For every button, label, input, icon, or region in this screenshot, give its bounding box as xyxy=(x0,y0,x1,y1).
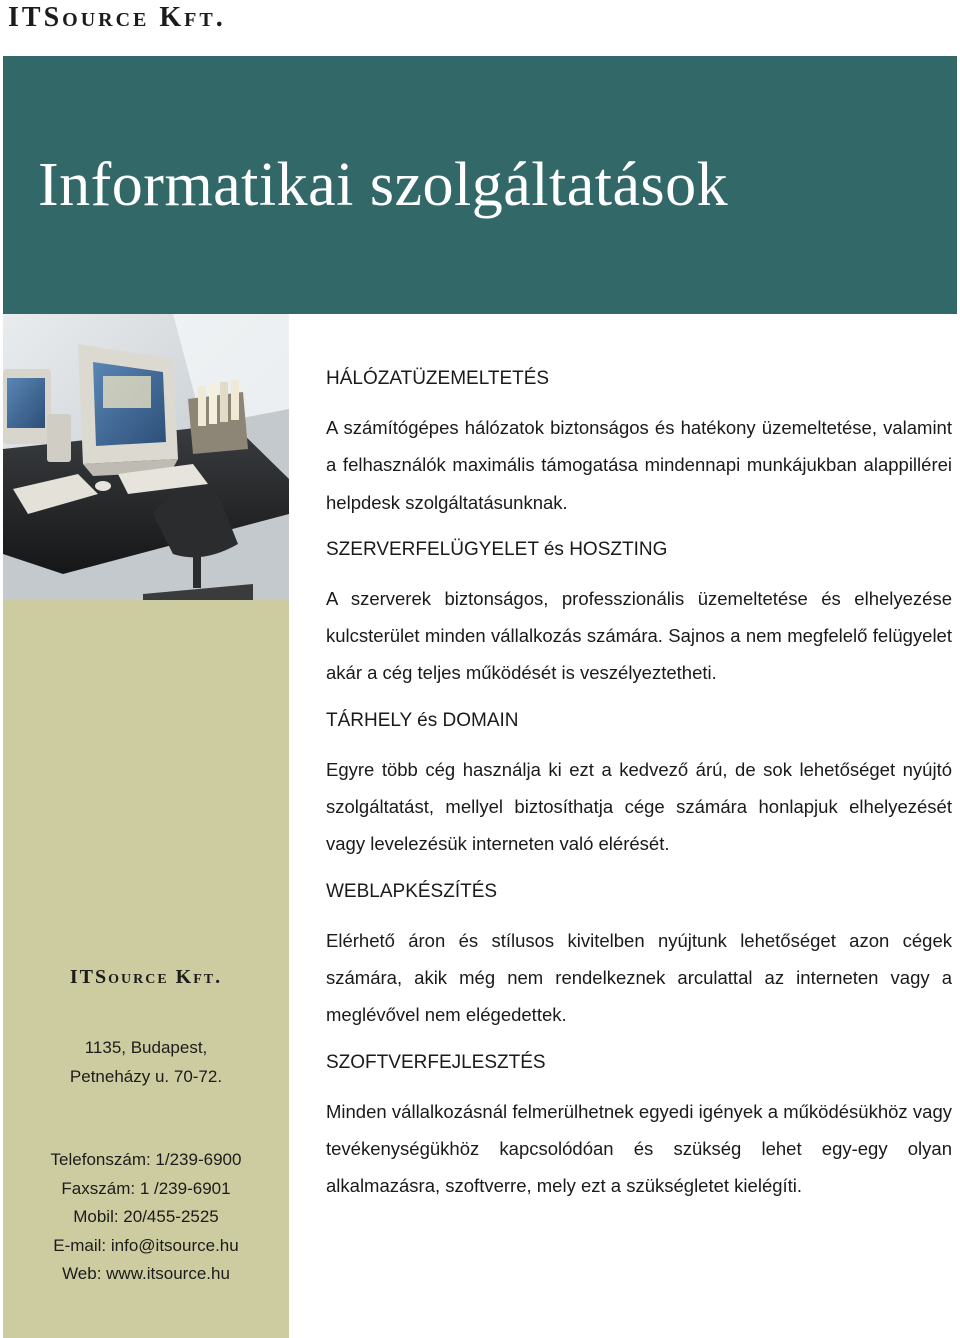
fax-number: Faxszám: 1 /239-6901 xyxy=(61,1178,231,1198)
section-body: Minden vállalkozásnál felmerülhetnek egyedi igények a működésükhöz vagy tevékenységükhöz kapcsolódóan és szükség lehet egy-egy olyan alkalmazásra, szoftverre, mely ezt a szükségletet kielégíti. xyxy=(326,1100,952,1197)
contact-box xyxy=(3,958,289,1289)
address xyxy=(3,1033,289,1091)
section-heading: WEBLAPKÉSZÍTÉS xyxy=(326,880,498,902)
phone-number: Telefonszám: 1/239-6900 xyxy=(50,1150,242,1169)
section-body: A szerverek biztonságos, professzionális üzemeltetése és elhelyezése kulcsterület minden vállalkozás számára. Sajnos a nem megfelelő felügyelet akár a cég teljes működését is veszélyeztetheti. xyxy=(326,587,952,684)
service-section-server xyxy=(326,533,952,692)
office-photo xyxy=(3,314,289,600)
services-content xyxy=(326,362,952,1216)
section-heading: SZOFTVERFEJLESZTÉS xyxy=(326,1051,546,1073)
hero-title: Informatikai szolgáltatások xyxy=(38,151,729,219)
section-body: Elérhető áron és stílusos kivitelben nyújtunk lehetőséget azon cégek számára, akik még nem rendelkeznek arculattal az interneten vagy a meglévővel nem elégedettek. xyxy=(326,929,952,1026)
sidebar-company-name: ITSource Kft. xyxy=(69,966,223,988)
address-line1: 1135, Budapest, xyxy=(84,1038,208,1057)
address-line2: Petneházy u. 70-72. xyxy=(69,1067,223,1086)
mobile-number: Mobil: 20/455-2525 xyxy=(73,1207,219,1226)
service-section-software xyxy=(326,1046,952,1205)
section-heading: HÁLÓZATÜZEMELTETÉS xyxy=(326,368,550,389)
service-section-web xyxy=(326,875,952,1034)
email-address: E-mail: info@itsource.hu xyxy=(53,1235,239,1255)
company-header: ITSource Kft. xyxy=(8,2,226,33)
section-body: Egyre több cég használja ki ezt a kedvező árú, de sok lehetőséget nyújtó szolgáltatást, mellyel biztosíthatja cége számára honlapjuk elhelyezését vagy levelezésük interneten való elérését. xyxy=(326,758,952,855)
section-heading: SZERVERFELÜGYELET és HOSZTING xyxy=(326,538,668,560)
website-address: Web: www.itsource.hu xyxy=(62,1264,230,1283)
section-heading: TÁRHELY és DOMAIN xyxy=(326,709,519,731)
service-section-hosting xyxy=(326,704,952,863)
section-body: A számítógépes hálózatok biztonságos és hatékony üzemeltetése, valamint a felhasználók maximális támogatása mindennapi munkájukban alappillérei helpdesk szolgáltatásunknak. xyxy=(326,417,952,513)
contact-details xyxy=(3,1146,289,1289)
service-section-network xyxy=(326,362,952,521)
